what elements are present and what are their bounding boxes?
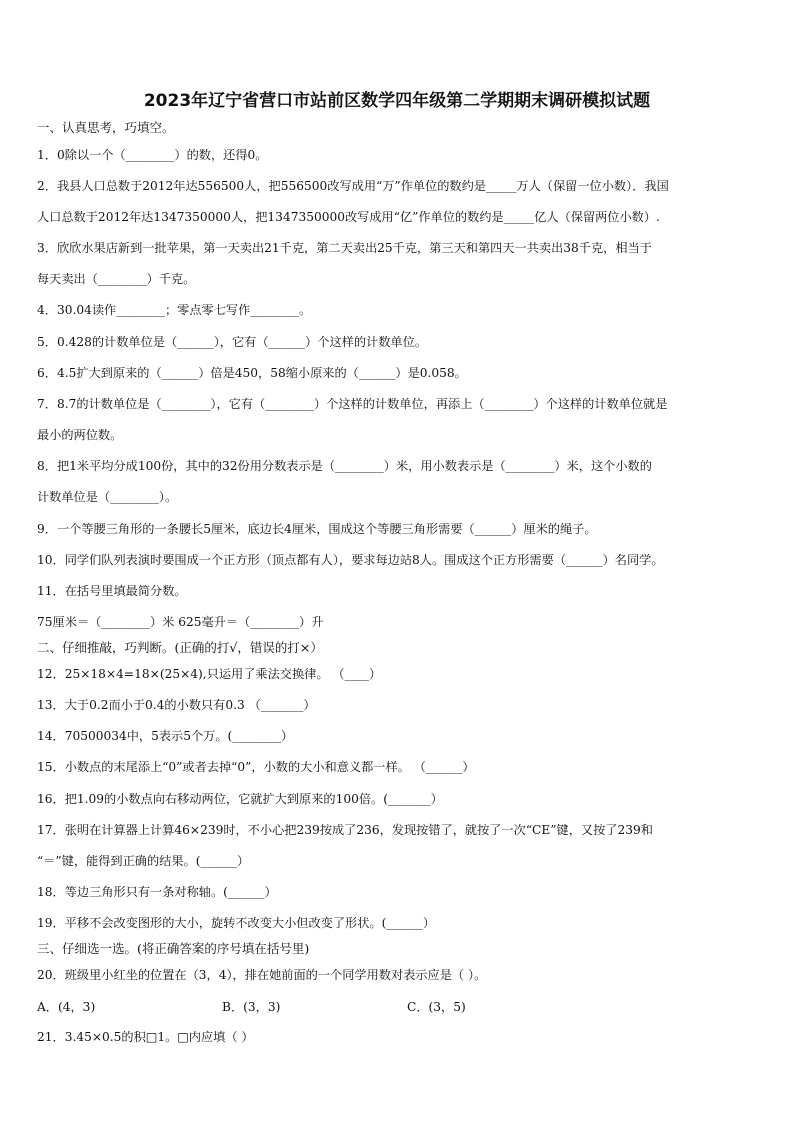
- option-a: A．(4，3): [37, 1000, 96, 1014]
- question-2-line-2: 人口总数于2012年达1347350000人，把1347350000改写成用“亿”作单位的数约是_____亿人（保留两位小数）.: [37, 210, 660, 224]
- question-3-line-2: 每天卖出（________）千克。: [37, 272, 196, 286]
- question-7-line-1: 7．8.7的计数单位是（________），它有（________）个这样的计数单位，再添上（________）个这样的计数单位就是: [37, 397, 668, 411]
- question-1: 1．0除以一个（________）的数，还得0。: [37, 148, 268, 162]
- question-9: 9．一个等腰三角形的一条腰长5厘米，底边长4厘米，围成这个等腰三角形需要（______）厘米的绳子。: [37, 522, 597, 536]
- question-14: 14．70500034中，5表示5个万。(________）: [37, 729, 294, 743]
- question-17-line-1: 17．张明在计算器上计算46×239时，不小心把239按成了236，发现按错了，就按了一次“CE”键，又按了239和: [37, 823, 653, 837]
- section-heading-1: 一、认真思考，巧填空。: [37, 120, 175, 135]
- question-19: 19．平移不会改变图形的大小，旋转不改变大小但改变了形状。(______）: [37, 916, 436, 930]
- question-8-line-1: 8．把1米平均分成100份，其中的32份用分数表示是（________）米，用小数表示是（________）米，这个小数的: [37, 459, 652, 473]
- question-7-line-2: 最小的两位数。: [37, 428, 123, 442]
- question-13: 13．大于0.2而小于0.4的小数只有0.3 （_______）: [37, 698, 316, 712]
- option-b: B．(3，3): [222, 1000, 281, 1014]
- question-12: 12．25×18×4=18×(25×4),只运用了乘法交换律。 （____）: [37, 667, 382, 681]
- question-11: 11．在括号里填最简分数。: [37, 584, 187, 598]
- question-3-line-1: 3．欣欣水果店新到一批苹果，第一天卖出21千克，第二天卖出25千克，第三天和第四天一共卖出38千克，相当于: [37, 241, 652, 255]
- question-4: 4．30.04读作________；零点零七写作________。: [37, 303, 312, 317]
- question-11-blanks: 75厘米＝（________）米 625毫升＝（________）升: [37, 615, 324, 629]
- question-20: 20．班级里小红坐的位置在（3，4），排在她前面的一个同学用数对表示应是（ ）。: [37, 968, 487, 982]
- question-2-line-1: 2．我县人口总数于2012年达556500人，把556500改写成用“万”作单位的数约是_____万人（保留一位小数）．我国: [37, 179, 669, 193]
- question-21: 21．3.45×0.5的积□1。□内应填（ ）: [37, 1030, 254, 1044]
- section-heading-2: 二、仔细推敲，巧判断。(正确的打√，错误的打×）: [37, 640, 323, 655]
- option-c: C．(3，5): [407, 1000, 466, 1014]
- section-heading-3: 三、仔细选一选。(将正确答案的序号填在括号里): [37, 941, 310, 956]
- question-8-line-2: 计数单位是（________）。: [37, 490, 178, 504]
- question-15: 15．小数点的末尾添上“0”或者去掉“0”，小数的大小和意义都一样。 （______）: [37, 760, 475, 774]
- question-18: 18．等边三角形只有一条对称轴。(______）: [37, 885, 277, 899]
- question-17-line-2: “＝”键，能得到正确的结果。(______）: [37, 854, 250, 868]
- question-5: 5．0.428的计数单位是（______），它有（______）个这样的计数单位。: [37, 335, 427, 349]
- question-10: 10．同学们队列表演时要围成一个正方形（顶点都有人），要求每边站8人。围成这个正方形需要（______）名同学。: [37, 553, 664, 567]
- question-6: 6．4.5扩大到原来的（______）倍是450，58缩小原来的（______）是0.058。: [37, 366, 467, 380]
- page-title: 2023年辽宁省营口市站前区数学四年级第二学期期末调研模拟试题: [143, 91, 651, 111]
- question-16: 16．把1.09的小数点向右移动两位，它就扩大到原来的100倍。(_______）: [37, 792, 443, 806]
